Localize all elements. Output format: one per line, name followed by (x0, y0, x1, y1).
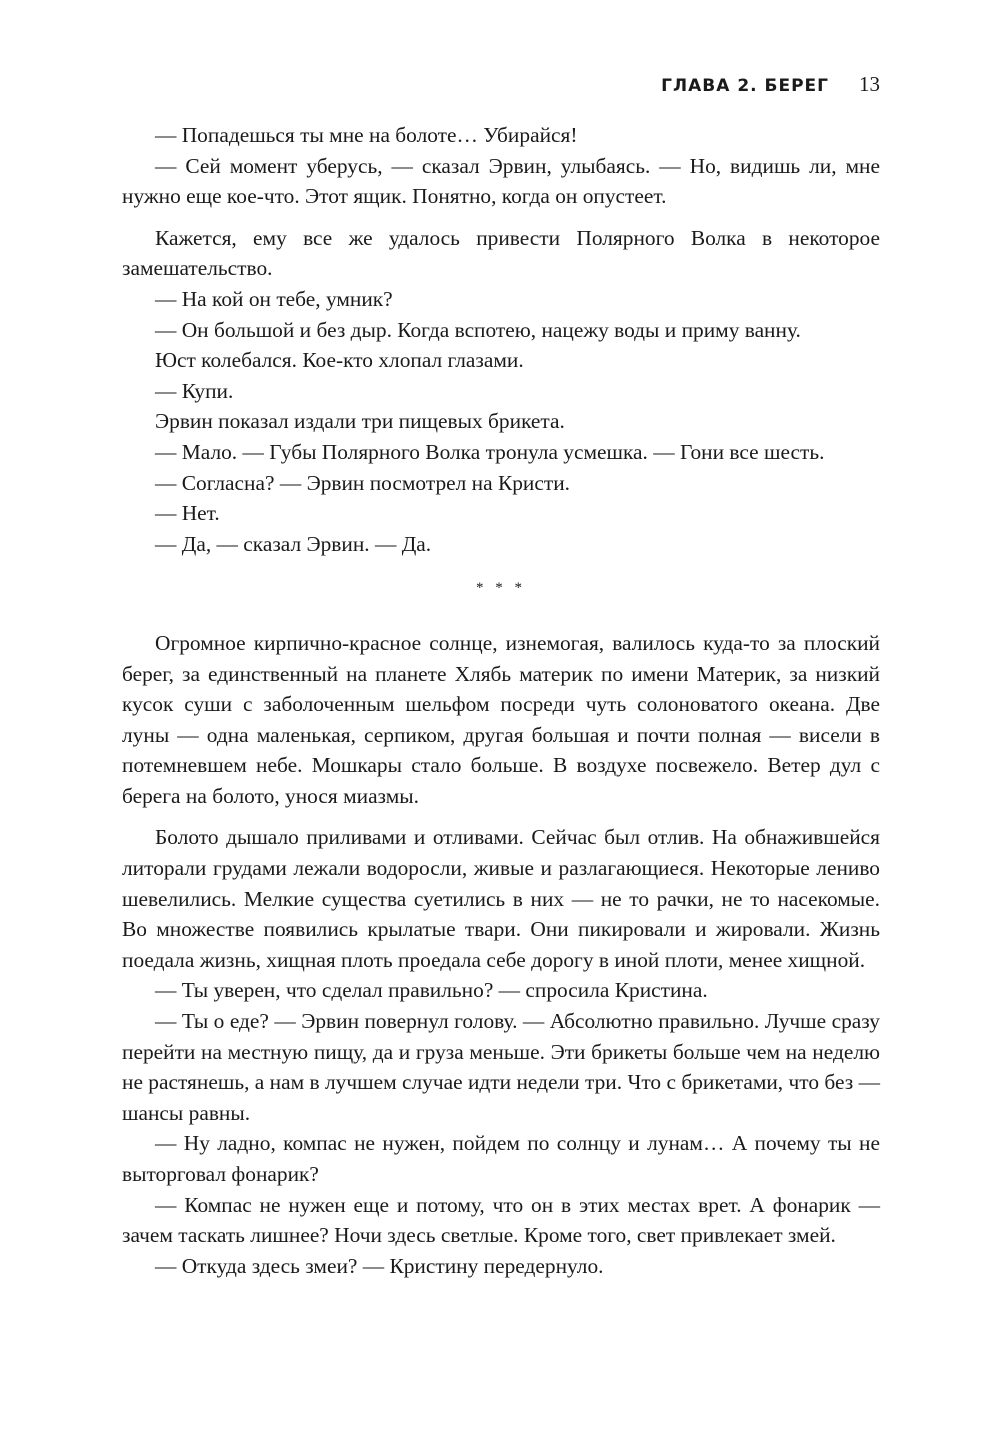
paragraph: Юст колебался. Кое-кто хлопал глазами. (155, 348, 524, 373)
chapter-title: ГЛАВА 2. БЕРЕГ (661, 76, 829, 96)
paragraph: Эрвин показал издали три пищевых брикета. (155, 409, 565, 434)
paragraph: — Нет. (155, 501, 220, 526)
paragraph: — Согласна? — Эрвин посмотрел на Кристи. (155, 470, 571, 495)
paragraph: — Купи. (155, 378, 234, 403)
paragraph: — Сей момент уберусь, — сказал Эрвин, улыбаясь. — Но, видишь ли, мне нужно еще кое-что. Этот ящик. Понятно, когда он опустеет. (122, 153, 880, 209)
paragraph: Кажется, ему все же удалось привести Полярного Волка в некоторое замешательство. (122, 225, 880, 281)
scene-separator: * * * (476, 580, 526, 597)
paragraph: — Компас не нужен еще и потому, что он в этих местах врет. А фонарик — зачем таскать лишнее? Ночи здесь светлые. Кроме того, свет привлекает змей. (122, 1192, 880, 1248)
paragraph: — Попадешься ты мне на болоте… Убирайся! (155, 123, 578, 147)
running-head (661, 72, 880, 97)
body-text (122, 120, 880, 1281)
paragraph: — Ты уверен, что сделал правильно? — спросила Кристина. (155, 978, 708, 1003)
paragraph: Огромное кирпично-красное солнце, изнемогая, валилось куда-то за плоский берег, за единственный на планете Хлябь материк по имени Материк, за низкий кусок суши с заболоченным шельфом посреди чуть солоноватого океана. Две луны — одна маленькая, серпиком, другая большая и почти полная — висели в потемневшем небе. Мошкары стало больше. В воздухе посвежело. Ветер дул с берега на болото, унося миазмы. (122, 630, 880, 808)
page-number: 13 (859, 72, 880, 96)
paragraph: — Он большой и без дыр. Когда вспотею, нацежу воды и приму ванну. (155, 317, 801, 342)
paragraph: — На кой он тебе, умник? (155, 286, 393, 311)
paragraph: — Ты о еде? — Эрвин повернул голову. — Абсолютно правильно. Лучше сразу перейти на местную пищу, да и груза меньше. Эти брикеты больше чем на неделю не растянешь, а нам в лучшем случае идти недели три. Что с брикетами, что без — шансы равны. (122, 1009, 880, 1125)
paragraph: — Откуда здесь змеи? — Кристину передернуло. (155, 1253, 604, 1278)
paragraph: — Да, — сказал Эрвин. — Да. (155, 531, 432, 556)
paragraph: — Мало. — Губы Полярного Волка тронула усмешка. — Гони все шесть. (155, 439, 825, 464)
paragraph: Болото дышало приливами и отливами. Сейчас был отлив. На обнажившейся литорали грудами лежали водоросли, живые и разлагающиеся. Некоторые лениво шевелились. Мелкие существа суетились в них — не то рачки, не то насекомые. Во множестве появились крылатые твари. Они пикировали и жировали. Жизнь поедала жизнь, хищная плоть проедала себе дорогу в иной плоти, менее хищной. (122, 825, 880, 972)
paragraph: — Ну ладно, компас не нужен, пойдем по солнцу и лунам… А почему ты не выторговал фонарик? (122, 1131, 880, 1186)
